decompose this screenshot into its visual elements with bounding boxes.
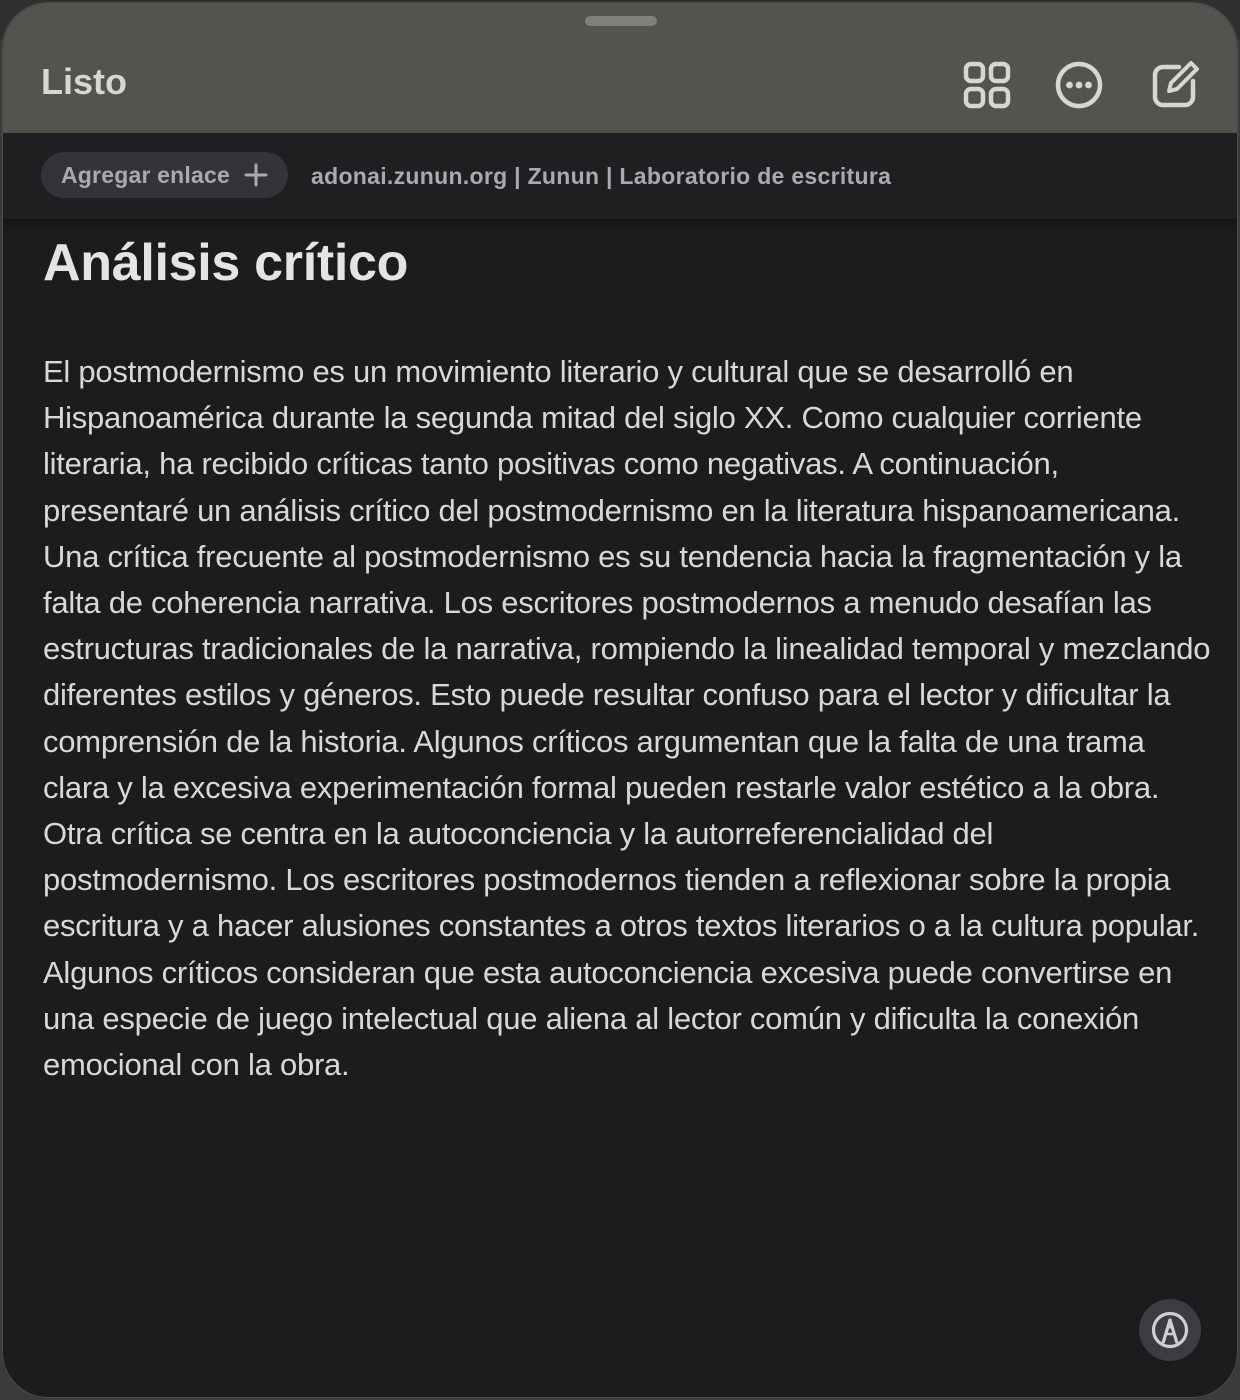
done-button[interactable]: Listo bbox=[41, 61, 127, 102]
link-source-text[interactable]: adonai.zunun.org | Zunun | Laboratorio de escritura bbox=[311, 163, 892, 189]
compose-icon[interactable] bbox=[1149, 59, 1201, 111]
note-header bbox=[3, 3, 1237, 133]
gallery-grid-icon[interactable] bbox=[961, 59, 1013, 111]
markup-button[interactable] bbox=[1139, 1299, 1201, 1361]
markup-pen-icon bbox=[1150, 1310, 1190, 1350]
note-title[interactable]: Análisis crítico bbox=[43, 234, 409, 292]
add-link-button[interactable] bbox=[41, 152, 288, 198]
link-bar bbox=[3, 133, 1237, 219]
note-paragraph: Una crítica frecuente al postmodernismo es su tendencia hacia la fragmentación y la falta de coherencia narrativa. Los escritores postmodernos a menudo desafían las estructuras tradicionales de la narrativa, rompiendo la linealidad temporal y mezclando diferentes estilos y géneros. Esto puede resultar confuso para el lector y dificultar la comprensión de la historia. Algunos críticos argumentan que la falta de una trama clara y la excesiva experimentación formal pueden restarle valor estético a la obra. bbox=[43, 538, 1211, 805]
sheet-grabber[interactable] bbox=[585, 16, 657, 26]
plus-icon bbox=[244, 163, 268, 187]
note-sheet bbox=[2, 2, 1238, 1398]
more-options-icon[interactable] bbox=[1053, 59, 1105, 111]
note-paragraph: El postmodernismo es un movimiento literario y cultural que se desarrolló en Hispanoamérica durante la segunda mitad del siglo XX. Como cualquier corriente literaria, ha recibido críticas tanto positivas como negativas. A continuación, presentaré un análisis crítico del postmodernismo en la literatura hispanoamericana. bbox=[43, 354, 1180, 528]
note-paragraph: Otra crítica se centra en la autoconciencia y la autorreferencialidad del postmodernismo. Los escritores postmodernos tienden a reflexionar sobre la propia escritura y a hacer alusiones constantes a otros textos literarios o a la cultura popular. Algunos críticos consideran que esta autoconciencia excesiva puede convertirse en una especie de juego intelectual que aliena al lector común y dificulta la conexión emocional con la obra. bbox=[43, 816, 1200, 1083]
note-body[interactable] bbox=[43, 349, 1211, 1088]
add-link-label: Agregar enlace bbox=[61, 161, 230, 188]
